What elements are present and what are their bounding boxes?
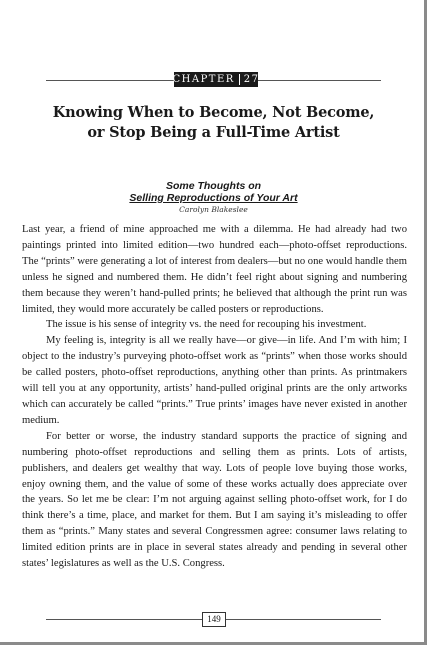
paragraph: For better or worse, the industry standard supports the practice of signing and numbering photo-offset reproductions and selling them as prints. Lots of artists, publishers, and dealers get wealthy that way. Lots of people love buying those works, enjoy owning them, and the value of some of these works actually does appreciate over the years. So let me be clear: I’m not arguing against selling photo-offset work, for I do think there’s a time, place, and market for them. But I am saying it’s misleading to offer them as “prints.” Many states and several Congressmen agree: consumer laws relating to limited edition prints are in place in several states already and pending in several other states’ legislatures as well as the U.S. Congress. <box>22 430 407 570</box>
subhead-line-1: Some Thoughts on <box>165 180 262 192</box>
chapter-label-box <box>174 72 258 87</box>
chapter-heading <box>46 71 381 89</box>
subhead-line-2: Selling Reproductions of Your Art <box>129 192 298 204</box>
author-byline: Carolyn Blakeslee <box>179 205 248 214</box>
chapter-title-line-1: Knowing When to Become, Not Become, <box>52 104 375 121</box>
chapter-title <box>36 103 391 143</box>
chapter-title-line-2: or Stop Being a Full-Time Artist <box>87 124 340 141</box>
paragraph: Last year, a friend of mine approached me with a dilemma. He had already had two paintings printed into limited edition—two hundred each—photo-offset reproductions. The “prints” were generating a lot of interest from dealers—but no one would handle them unless he signed and numbered them. He didn’t feel right about signing and numbering them because they weren’t hand-pulled prints; he believed that although the print run was limited, they would more accurately be called posters or reproductions. <box>22 224 407 315</box>
page-footer <box>46 612 381 626</box>
paragraph: The issue is his sense of integrity vs. the need for recouping his investment. <box>46 319 367 331</box>
chapter-label: CHAPTER <box>172 74 235 85</box>
paragraph: My feeling is, integrity is all we really have—or give—in life. And I’m with him; I object to the industry’s purveying photo-offset work as “prints” when those works should be called posters, photo-offset reproductions, anything other than prints. As printmakers will tell you at any opportunity, artists’ hand-pulled original prints are the only artworks which can accurately be called “prints.” True prints’ images have never existed in another medium. <box>22 335 407 426</box>
body-text <box>22 222 407 572</box>
section-subhead <box>36 180 391 204</box>
page-number: 149 <box>202 612 226 627</box>
chapter-number: 27 <box>239 74 260 85</box>
